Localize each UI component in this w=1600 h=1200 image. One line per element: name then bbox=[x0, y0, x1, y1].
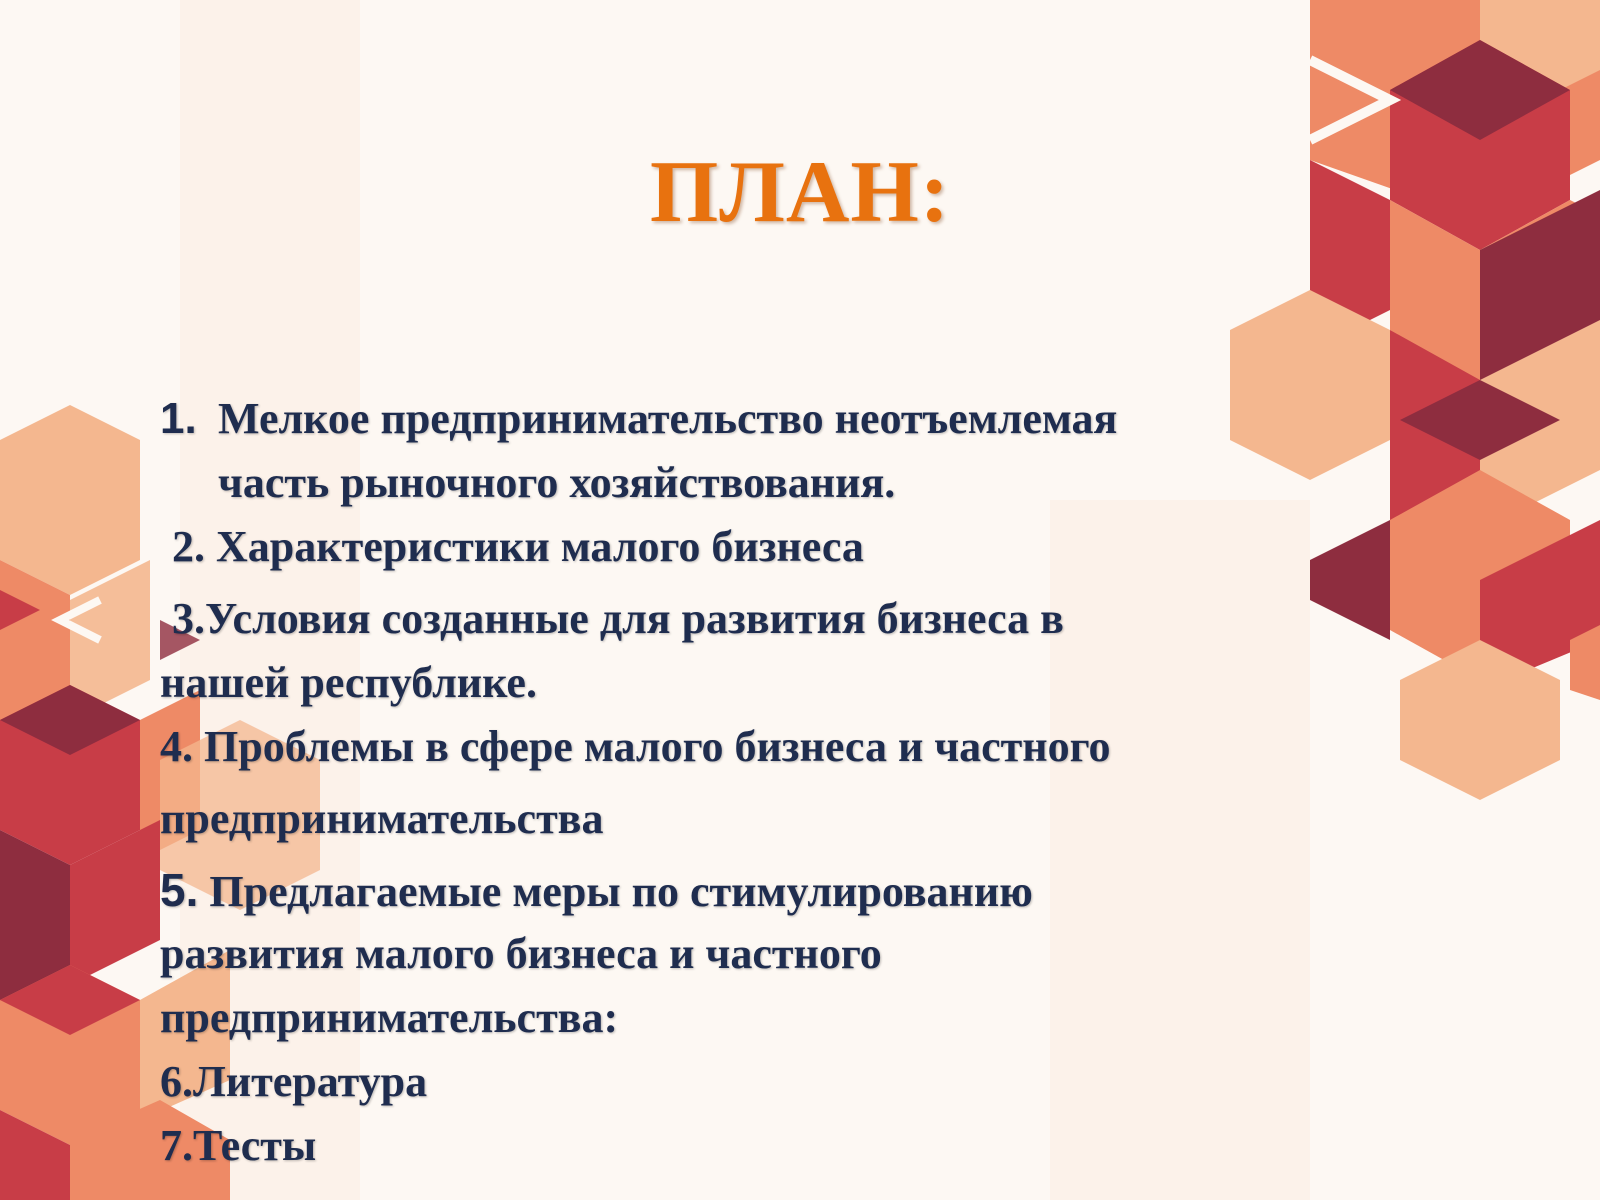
plan-item-3 bbox=[172, 587, 1064, 651]
plan-item-5 bbox=[160, 858, 1033, 924]
item-number: 6. bbox=[160, 1057, 193, 1106]
plan-item-7 bbox=[160, 1114, 316, 1178]
item-number: 7. bbox=[160, 1121, 193, 1170]
item-text: Характеристики малого бизнеса bbox=[216, 522, 864, 571]
item-text: нашей республике. bbox=[160, 658, 537, 707]
plan-item-2 bbox=[172, 515, 864, 579]
item-number: 2. bbox=[172, 522, 205, 571]
item-text: Литература bbox=[193, 1057, 428, 1106]
item-number: 1. bbox=[160, 394, 197, 443]
item-text: Тесты bbox=[193, 1121, 317, 1170]
item-text: Мелкое предпринимательство неотъемлемая bbox=[218, 394, 1118, 443]
plan-item-6 bbox=[160, 1050, 427, 1114]
plan-item-4 bbox=[160, 715, 1111, 779]
plan-item-1 bbox=[160, 387, 1117, 451]
item-number: 5. bbox=[160, 864, 199, 916]
plan-item-1-continued bbox=[160, 451, 895, 515]
plan-item-5-continued bbox=[160, 922, 882, 986]
item-text: Условия созданные для развития бизнеса в bbox=[205, 594, 1064, 643]
item-number: 4. bbox=[160, 722, 193, 771]
item-text: Проблемы в сфере малого бизнеса и частного bbox=[204, 722, 1111, 771]
plan-item-4-continued bbox=[160, 787, 603, 851]
item-text: часть рыночного хозяйствования. bbox=[218, 458, 896, 507]
item-text: развития малого бизнеса и частного bbox=[160, 929, 882, 978]
item-text: предпринимательства bbox=[160, 794, 604, 843]
item-text: Предлагаемые меры по стимулированию bbox=[209, 867, 1033, 916]
item-number: 3. bbox=[172, 594, 205, 643]
item-text: предпринимательства: bbox=[160, 993, 619, 1042]
slide-title: ПЛАН: bbox=[649, 144, 951, 241]
plan-item-5-continued-2 bbox=[160, 986, 618, 1050]
plan-item-3-continued bbox=[160, 651, 537, 715]
